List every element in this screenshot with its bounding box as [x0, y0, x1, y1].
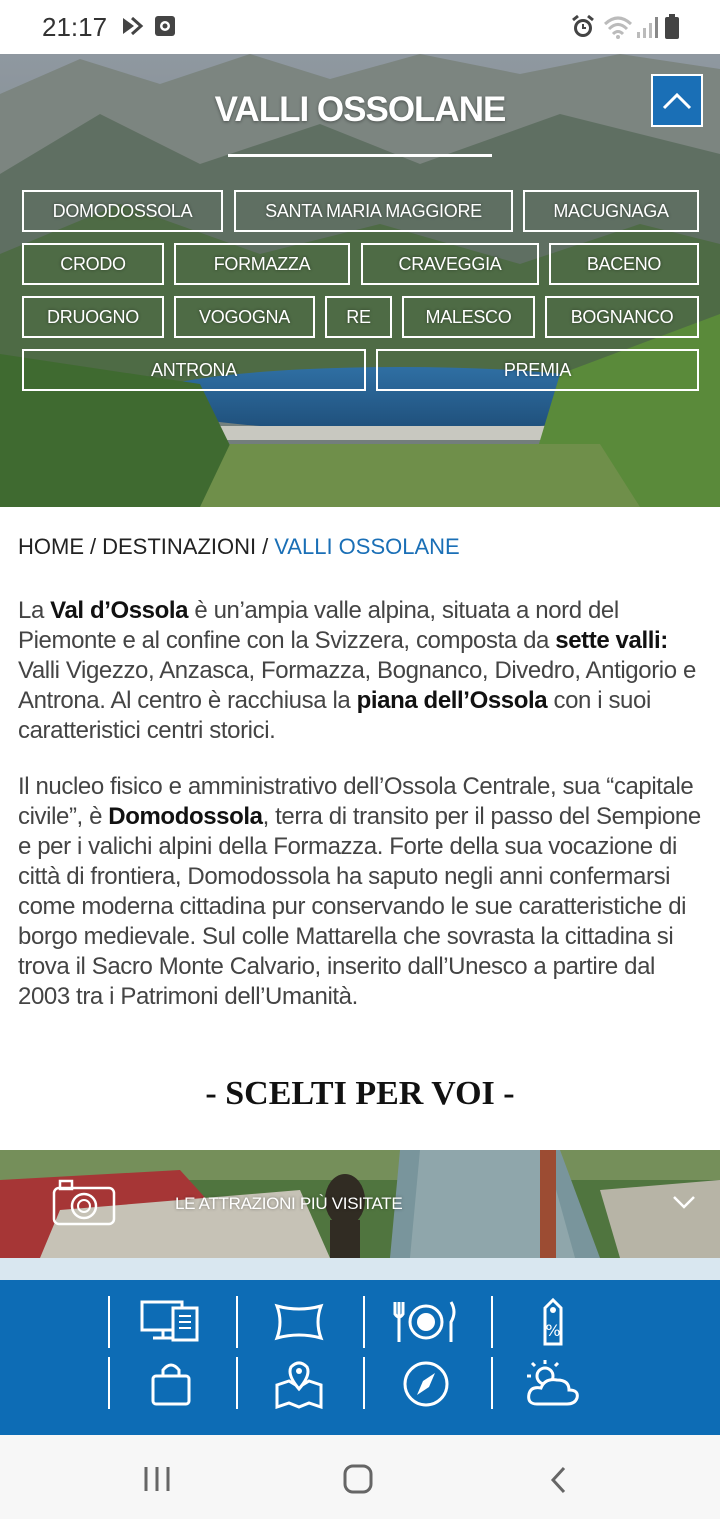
bottom-navigation	[0, 1280, 720, 1435]
attractions-card[interactable]	[0, 1150, 720, 1258]
tag-antrona[interactable]: ANTRONA	[22, 349, 366, 391]
tag-re[interactable]: RE	[325, 296, 392, 338]
discount-tag-icon[interactable]	[513, 1294, 593, 1350]
text-run: Valli Vigezzo, Anzasca, Formazza, Bognanco, Divedro, Antigorio e Antrona. Al centro è racchiusa la	[18, 657, 696, 714]
recent-apps-icon[interactable]	[142, 1465, 172, 1498]
tag-premia[interactable]: PREMIA	[376, 349, 699, 391]
tag-craveggia[interactable]: CRAVEGGIA	[361, 243, 539, 285]
breadcrumb-separator: /	[90, 534, 97, 559]
text-run: con i suoi caratteristici centri storici.	[18, 687, 651, 744]
hero-title: VALLI OSSOLANE	[214, 90, 506, 129]
tag-bognanco[interactable]: BOGNANCO	[545, 296, 699, 338]
divider	[236, 1357, 238, 1409]
map-pin-icon[interactable]	[259, 1356, 339, 1412]
shopping-bag-icon[interactable]	[131, 1356, 211, 1412]
divider	[108, 1296, 110, 1348]
tag-santa-maria-maggiore[interactable]: SANTA MARIA MAGGIORE	[234, 190, 513, 232]
breadcrumb-separator: /	[262, 534, 269, 559]
home-icon[interactable]	[342, 1463, 374, 1500]
alarm-icon	[570, 14, 596, 45]
signal-icon	[636, 14, 658, 45]
text-run: La	[18, 597, 51, 624]
chevron-up-icon	[662, 91, 692, 111]
scroll-top-button[interactable]	[651, 74, 703, 127]
divider	[363, 1296, 365, 1348]
pillow-icon[interactable]	[259, 1294, 339, 1350]
intro-paragraph-1	[18, 596, 708, 746]
divider	[236, 1296, 238, 1348]
system-navigation-bar	[0, 1435, 720, 1519]
plate-cutlery-icon[interactable]	[386, 1294, 466, 1350]
divider	[491, 1357, 493, 1409]
tag-macugnaga[interactable]: MACUGNAGA	[523, 190, 699, 232]
svg-text:%: %	[545, 1321, 561, 1340]
card-label: LE ATTRAZIONI PIÙ VISITATE	[175, 1194, 403, 1213]
text-bold: Domodossola	[108, 803, 263, 830]
text-bold: Val d’Ossola	[50, 597, 189, 624]
wifi-icon	[603, 14, 633, 45]
text-run: è un’ampia valle alpina, situata a nord del Piemonte e al confine con la Svizzera, composta da	[18, 597, 619, 654]
next-card-peek	[0, 1258, 720, 1280]
computer-icon[interactable]	[131, 1294, 211, 1350]
intro-paragraph-2	[18, 772, 708, 1012]
divider	[108, 1357, 110, 1409]
camera-notification-icon	[154, 14, 176, 43]
text-run: , terra di transito per il passo del Sempione e per i valichi alpini della Formazza. Forte della sua vocazione di città di frontiera, Domodossola ha saputo negli anni confermarsi come moderna cittadina pur conservando le sue caratteristiche di borgo medievale. Sul colle Mattarella che sovrasta la cittadina si trova il Sacro Monte Calvario, inserito dall’Unesco a partire dal 2003 tra i Patrimoni dell’Umanità.	[18, 803, 701, 1010]
divider	[363, 1357, 365, 1409]
divider	[491, 1296, 493, 1348]
title-underline	[228, 154, 492, 157]
back-icon[interactable]	[548, 1465, 568, 1500]
text-bold: piana dell’Ossola	[356, 687, 548, 714]
text-run: Il nucleo fisico e amministrativo dell’Ossola Centrale, sua “capitale civile”, è	[18, 773, 694, 830]
chevron-down-icon[interactable]	[672, 1194, 696, 1215]
breadcrumb-current: VALLI OSSOLANE	[274, 534, 460, 559]
tag-formazza[interactable]: FORMAZZA	[174, 243, 350, 285]
tag-vogogna[interactable]: VOGOGNA	[174, 296, 315, 338]
tag-baceno[interactable]: BACENO	[549, 243, 699, 285]
breadcrumb-destinazioni[interactable]: DESTINAZIONI	[102, 534, 257, 559]
media-notification-icon	[120, 14, 144, 43]
tag-druogno[interactable]: DRUOGNO	[22, 296, 164, 338]
compass-icon[interactable]	[386, 1356, 466, 1412]
weather-icon[interactable]	[513, 1356, 593, 1412]
status-time: 21:17	[42, 12, 108, 42]
text-bold: sette valli:	[555, 627, 668, 654]
tag-crodo[interactable]: CRODO	[22, 243, 164, 285]
breadcrumb	[18, 534, 460, 560]
camera-icon	[52, 1178, 116, 1231]
tag-domodossola[interactable]: DOMODOSSOLA	[22, 190, 223, 232]
battery-icon	[664, 14, 680, 45]
tag-malesco[interactable]: MALESCO	[402, 296, 535, 338]
status-bar	[0, 0, 720, 54]
hero-banner	[0, 54, 720, 507]
section-title: - SCELTI PER VOI -	[205, 1075, 515, 1112]
breadcrumb-home[interactable]: HOME	[18, 534, 84, 559]
